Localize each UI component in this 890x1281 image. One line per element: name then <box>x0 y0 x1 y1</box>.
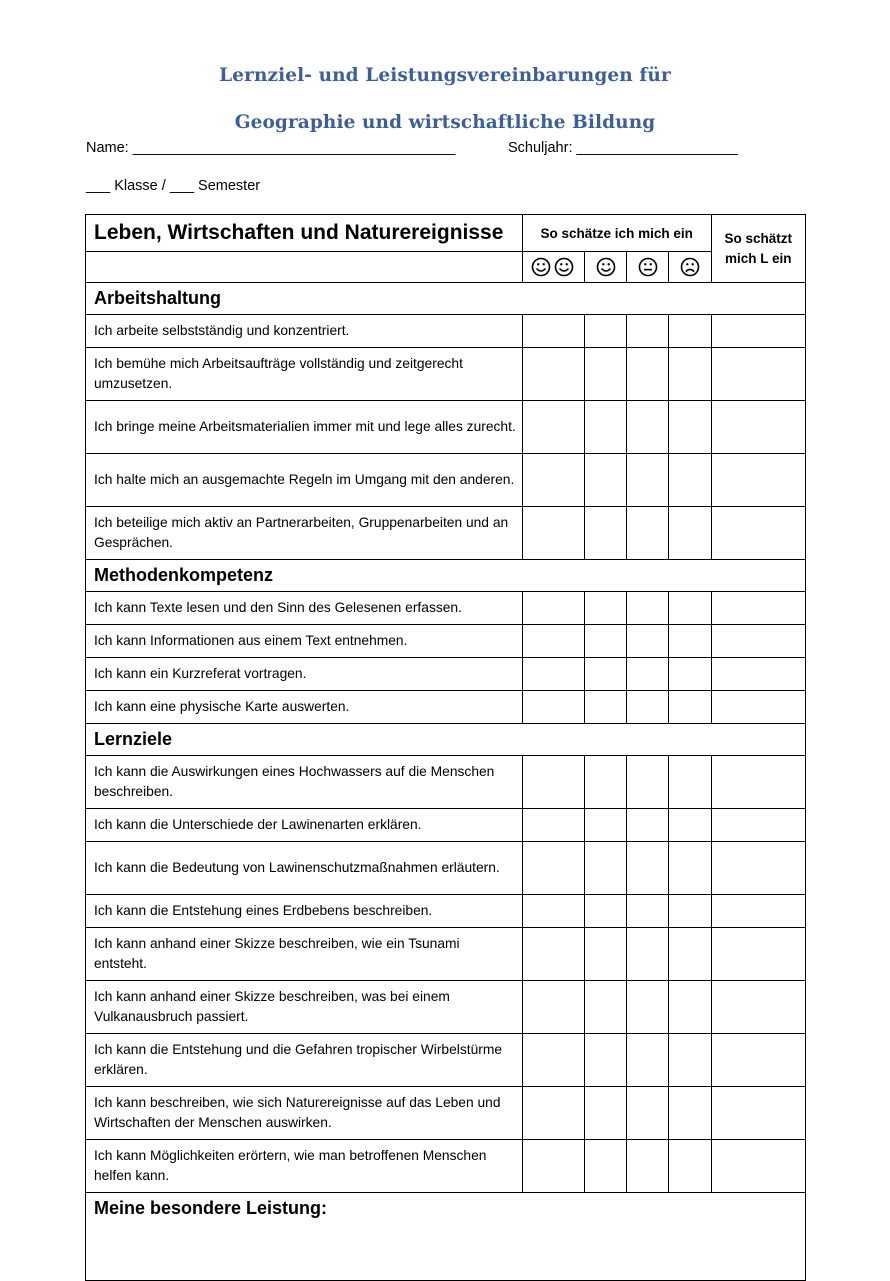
rating-cell-happy[interactable] <box>585 625 627 658</box>
teacher-rating-cell[interactable] <box>711 454 805 507</box>
rating-cell-neutral[interactable] <box>627 454 669 507</box>
rating-cell-neutral[interactable] <box>627 625 669 658</box>
table-main-title: Leben, Wirtschaften und Naturereignisse <box>86 215 523 252</box>
section-title: Methodenkompetenz <box>86 560 806 592</box>
rating-col-happy <box>585 252 627 283</box>
rating-col-sad <box>669 252 711 283</box>
teacher-rating-cell[interactable] <box>711 756 805 809</box>
rating-cell-happy[interactable] <box>585 809 627 842</box>
table-row <box>86 895 806 928</box>
section-title: Lernziele <box>86 724 806 756</box>
teacher-rating-cell[interactable] <box>711 507 805 560</box>
rating-cell-neutral[interactable] <box>627 756 669 809</box>
rating-cell-neutral[interactable] <box>627 348 669 401</box>
rating-cell-sad[interactable] <box>669 315 711 348</box>
item-statement: Ich kann die Auswirkungen eines Hochwassers auf die Menschen beschreiben. <box>86 756 523 809</box>
rating-cell-neutral[interactable] <box>627 401 669 454</box>
rating-cell-neutral[interactable] <box>627 928 669 981</box>
rating-cell-very-happy[interactable] <box>522 315 584 348</box>
item-statement: Ich kann Möglichkeiten erörtern, wie man betroffenen Menschen helfen kann. <box>86 1140 523 1193</box>
rating-cell-happy[interactable] <box>585 401 627 454</box>
teacher-rating-cell[interactable] <box>711 691 805 724</box>
table-row <box>86 658 806 691</box>
rating-cell-sad[interactable] <box>669 809 711 842</box>
rating-cell-neutral[interactable] <box>627 981 669 1034</box>
name-field[interactable]: Name: ________________________________________ <box>86 140 456 156</box>
rating-cell-sad[interactable] <box>669 928 711 981</box>
teacher-assessment-header <box>711 215 805 283</box>
rating-cell-happy[interactable] <box>585 658 627 691</box>
table-row <box>86 1140 806 1193</box>
rating-cell-sad[interactable] <box>669 658 711 691</box>
teacher-header-line-2: mich L ein <box>725 250 792 266</box>
rating-cell-sad[interactable] <box>669 1034 711 1087</box>
teacher-rating-cell[interactable] <box>711 1087 805 1140</box>
rating-cell-sad[interactable] <box>669 592 711 625</box>
rating-cell-neutral[interactable] <box>627 507 669 560</box>
teacher-rating-cell[interactable] <box>711 928 805 981</box>
rating-cell-neutral[interactable] <box>627 315 669 348</box>
rating-cell-happy[interactable] <box>585 507 627 560</box>
rating-cell-happy[interactable] <box>585 842 627 895</box>
rating-cell-very-happy[interactable] <box>522 809 584 842</box>
item-statement: Ich kann die Bedeutung von Lawinenschutzmaßnahmen erläutern. <box>86 842 523 895</box>
table-row <box>86 756 806 809</box>
item-statement: Ich kann die Unterschiede der Lawinenarten erklären. <box>86 809 523 842</box>
table-row <box>86 691 806 724</box>
table-row <box>86 625 806 658</box>
item-statement: Ich kann anhand einer Skizze beschreiben, was bei einem Vulkanausbruch passiert. <box>86 981 523 1034</box>
teacher-rating-cell[interactable] <box>711 348 805 401</box>
teacher-rating-cell[interactable] <box>711 809 805 842</box>
section-title: Arbeitshaltung <box>86 283 806 315</box>
rating-cell-neutral[interactable] <box>627 592 669 625</box>
rating-cell-neutral[interactable] <box>627 1034 669 1087</box>
neutral-face-icon <box>638 257 658 277</box>
teacher-rating-cell[interactable] <box>711 315 805 348</box>
teacher-rating-cell[interactable] <box>711 401 805 454</box>
self-assessment-header: So schätze ich mich ein <box>522 215 711 252</box>
item-statement: Ich beteilige mich aktiv an Partnerarbeiten, Gruppenarbeiten und an Gesprächen. <box>86 507 523 560</box>
rating-cell-happy[interactable] <box>585 1087 627 1140</box>
rating-cell-very-happy[interactable] <box>522 842 584 895</box>
item-statement: Ich halte mich an ausgemachte Regeln im Umgang mit den anderen. <box>86 454 523 507</box>
rating-cell-happy[interactable] <box>585 1034 627 1087</box>
item-statement: Ich kann die Entstehung eines Erdbebens beschreiben. <box>86 895 523 928</box>
table-row <box>86 928 806 981</box>
rating-cell-sad[interactable] <box>669 507 711 560</box>
document-title-line-2: Geographie und wirtschaftliche Bildung <box>234 112 656 133</box>
section-header-row <box>86 283 806 315</box>
teacher-rating-cell[interactable] <box>711 895 805 928</box>
rating-cell-happy[interactable] <box>585 348 627 401</box>
rating-cell-sad[interactable] <box>669 691 711 724</box>
rating-cell-very-happy[interactable] <box>522 691 584 724</box>
rating-cell-happy[interactable] <box>585 315 627 348</box>
self-assessment-table <box>85 214 806 1281</box>
item-statement: Ich arbeite selbstständig und konzentriert. <box>86 315 523 348</box>
item-statement: Ich kann anhand einer Skizze beschreiben, wie ein Tsunami entsteht. <box>86 928 523 981</box>
rating-cell-happy[interactable] <box>585 756 627 809</box>
rating-cell-very-happy[interactable] <box>522 507 584 560</box>
rating-cell-very-happy[interactable] <box>522 625 584 658</box>
rating-cell-very-happy[interactable] <box>522 401 584 454</box>
item-statement: Ich kann die Entstehung und die Gefahren tropischer Wirbelstürme erklären. <box>86 1034 523 1087</box>
rating-cell-happy[interactable] <box>585 928 627 981</box>
rating-cell-very-happy[interactable] <box>522 658 584 691</box>
rating-cell-happy[interactable] <box>585 592 627 625</box>
sad-face-icon <box>680 257 700 277</box>
special-achievement-field[interactable]: Meine besondere Leistung: <box>86 1193 806 1281</box>
rating-cell-happy[interactable] <box>585 895 627 928</box>
rating-cell-very-happy[interactable] <box>522 928 584 981</box>
table-row <box>86 981 806 1034</box>
rating-cell-neutral[interactable] <box>627 895 669 928</box>
rating-cell-neutral[interactable] <box>627 842 669 895</box>
school-year-field[interactable]: Schuljahr: ____________________ <box>508 140 738 156</box>
rating-cell-neutral[interactable] <box>627 809 669 842</box>
rating-col-neutral <box>627 252 669 283</box>
table-row <box>86 315 806 348</box>
rating-cell-happy[interactable] <box>585 1140 627 1193</box>
rating-cell-neutral[interactable] <box>627 1087 669 1140</box>
happy-face-icon <box>596 257 616 277</box>
item-statement: Ich kann ein Kurzreferat vortragen. <box>86 658 523 691</box>
section-header-row <box>86 724 806 756</box>
rating-cell-happy[interactable] <box>585 981 627 1034</box>
teacher-header-line-1: So schätzt <box>724 230 793 246</box>
rating-cell-sad[interactable] <box>669 454 711 507</box>
table-row <box>86 507 806 560</box>
teacher-rating-cell[interactable] <box>711 625 805 658</box>
item-statement: Ich bringe meine Arbeitsmaterialien immer mit und lege alles zurecht. <box>86 401 523 454</box>
rating-cell-sad[interactable] <box>669 1087 711 1140</box>
table-row <box>86 348 806 401</box>
class-semester-field[interactable]: ___ Klasse / ___ Semester <box>86 178 261 194</box>
teacher-rating-cell[interactable] <box>711 842 805 895</box>
rating-cell-sad[interactable] <box>669 895 711 928</box>
table-row <box>86 1087 806 1140</box>
rating-cell-very-happy[interactable] <box>522 592 584 625</box>
item-statement: Ich kann Informationen aus einem Text entnehmen. <box>86 625 523 658</box>
very-happy-face-icon <box>531 257 575 277</box>
rating-cell-neutral[interactable] <box>627 658 669 691</box>
teacher-rating-cell[interactable] <box>711 592 805 625</box>
rating-cell-very-happy[interactable] <box>522 348 584 401</box>
teacher-rating-cell[interactable] <box>711 658 805 691</box>
table-row <box>86 1034 806 1087</box>
section-header-row <box>86 560 806 592</box>
empty-header-cell <box>86 252 523 283</box>
rating-cell-happy[interactable] <box>585 691 627 724</box>
rating-cell-very-happy[interactable] <box>522 1087 584 1140</box>
rating-icons-row <box>86 252 806 283</box>
rating-cell-very-happy[interactable] <box>522 981 584 1034</box>
item-statement: Ich kann beschreiben, wie sich Naturereignisse auf das Leben und Wirtschaften der Menschen auswirken. <box>86 1087 523 1140</box>
rating-cell-sad[interactable] <box>669 842 711 895</box>
rating-cell-happy[interactable] <box>585 454 627 507</box>
table-row <box>86 454 806 507</box>
item-statement: Ich bemühe mich Arbeitsaufträge vollständig und zeitgerecht umzusetzen. <box>86 348 523 401</box>
teacher-rating-cell[interactable] <box>711 981 805 1034</box>
table-row <box>86 401 806 454</box>
rating-cell-neutral[interactable] <box>627 1140 669 1193</box>
rating-cell-neutral[interactable] <box>627 691 669 724</box>
table-row <box>86 592 806 625</box>
document-title-line-1: Lernziel- und Leistungsvereinbarungen für <box>219 65 671 86</box>
rating-cell-very-happy[interactable] <box>522 454 584 507</box>
rating-cell-sad[interactable] <box>669 348 711 401</box>
rating-cell-very-happy[interactable] <box>522 1140 584 1193</box>
rating-cell-sad[interactable] <box>669 625 711 658</box>
rating-cell-sad[interactable] <box>669 401 711 454</box>
rating-cell-sad[interactable] <box>669 981 711 1034</box>
rating-cell-very-happy[interactable] <box>522 756 584 809</box>
rating-col-very-happy <box>522 252 584 283</box>
rating-cell-very-happy[interactable] <box>522 1034 584 1087</box>
teacher-rating-cell[interactable] <box>711 1140 805 1193</box>
table-row <box>86 842 806 895</box>
table-row <box>86 809 806 842</box>
item-statement: Ich kann Texte lesen und den Sinn des Gelesenen erfassen. <box>86 592 523 625</box>
teacher-rating-cell[interactable] <box>711 1034 805 1087</box>
rating-cell-sad[interactable] <box>669 756 711 809</box>
rating-cell-sad[interactable] <box>669 1140 711 1193</box>
item-statement: Ich kann eine physische Karte auswerten. <box>86 691 523 724</box>
rating-cell-very-happy[interactable] <box>522 895 584 928</box>
special-achievement-row <box>86 1193 806 1281</box>
